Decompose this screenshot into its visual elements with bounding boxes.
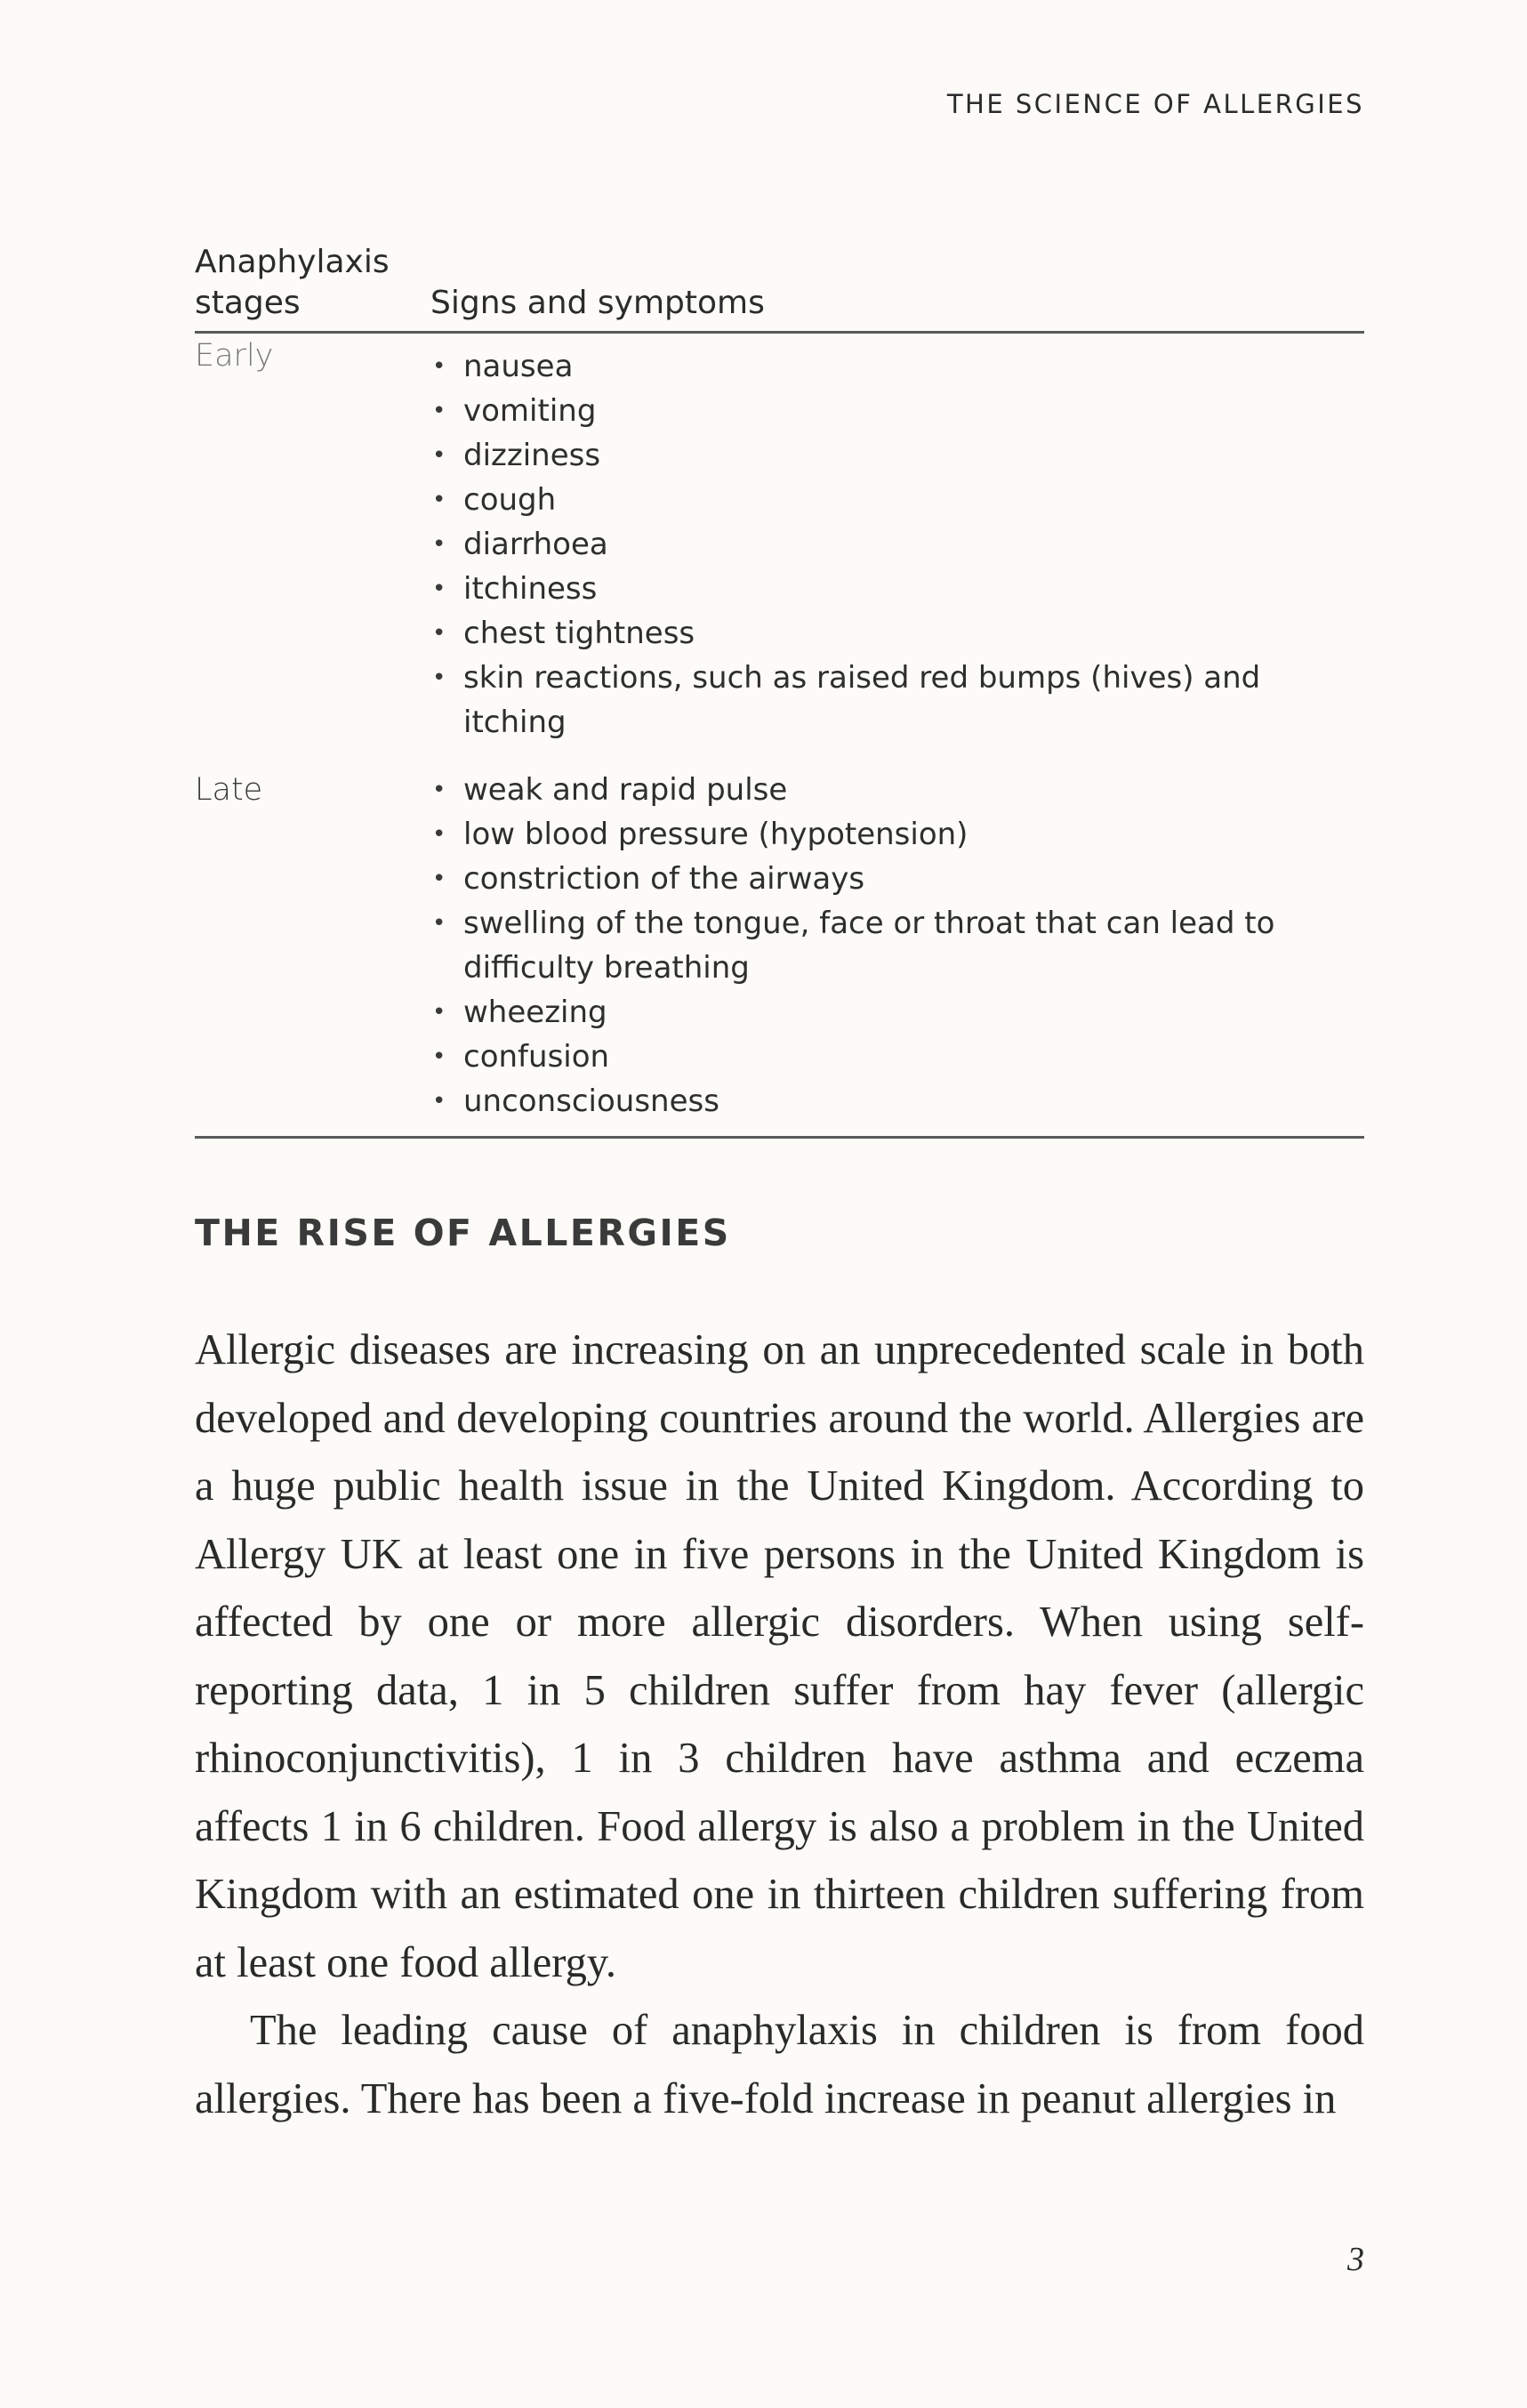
list-item: • skin reactions, such as raised red bumps (hives) and itching	[430, 656, 1364, 745]
header-signs-symptoms: Signs and symptoms	[430, 285, 765, 321]
list-item: • chest tightness	[430, 611, 1364, 656]
body-text	[195, 1317, 1364, 2133]
symptom-list-early	[195, 344, 1364, 745]
list-item: • cough	[430, 478, 1364, 522]
paragraph: Allergic diseases are increasing on an unprecedented scale in both developed and developing countries around the world. Allergies are a huge public health issue in the United Kingdom. According to Allergy UK at least one in five persons in the United Kingdom is affected by one or more allergic disorders. When using self-reporting data, 1 in 5 children suffer from hay fever (allergic rhinoconjunctivitis), 1 in 3 children have asthma and eczema affects 1 in 6 children. Food allergy is also a problem in the United Kingdom with an estimated one in thirteen children suffering from at least one food allergy.	[195, 1326, 1364, 1986]
anaphylaxis-table	[195, 233, 1364, 1139]
page-number: 3	[1347, 2241, 1364, 2278]
list-item: • wheezing	[430, 990, 1364, 1035]
table-bottom-rule	[195, 1136, 1364, 1139]
table-header	[195, 233, 1364, 334]
list-item: • dizziness	[430, 433, 1364, 478]
list-item: • weak and rapid pulse	[430, 768, 1364, 812]
list-item: • unconsciousness	[430, 1079, 1364, 1123]
table-row-early	[195, 334, 1364, 745]
list-item: • diarrhoea	[430, 522, 1364, 567]
stage-label-late: Late	[195, 772, 263, 808]
header-stages: Anaphylaxis stages	[195, 244, 390, 321]
list-item: • itchiness	[430, 567, 1364, 611]
list-item: • constriction of the airways	[430, 857, 1364, 901]
stage-label-early: Early	[195, 338, 274, 374]
list-item: • vomiting	[430, 389, 1364, 433]
list-item: • swelling of the tongue, face or throat that can lead to difficulty breathing	[430, 901, 1364, 990]
list-item: • confusion	[430, 1035, 1364, 1079]
paragraph: The leading cause of anaphylaxis in children is from food allergies. There has been a five-fold increase in peanut allergies in	[195, 2007, 1364, 2122]
list-item: • nausea	[430, 344, 1364, 389]
section-heading: THE RISE OF ALLERGIES	[195, 1212, 731, 1254]
table-row-late	[195, 745, 1364, 1136]
running-head: THE SCIENCE OF ALLERGIES	[946, 89, 1364, 119]
list-item: • low blood pressure (hypotension)	[430, 812, 1364, 857]
symptom-list-late	[195, 768, 1364, 1123]
